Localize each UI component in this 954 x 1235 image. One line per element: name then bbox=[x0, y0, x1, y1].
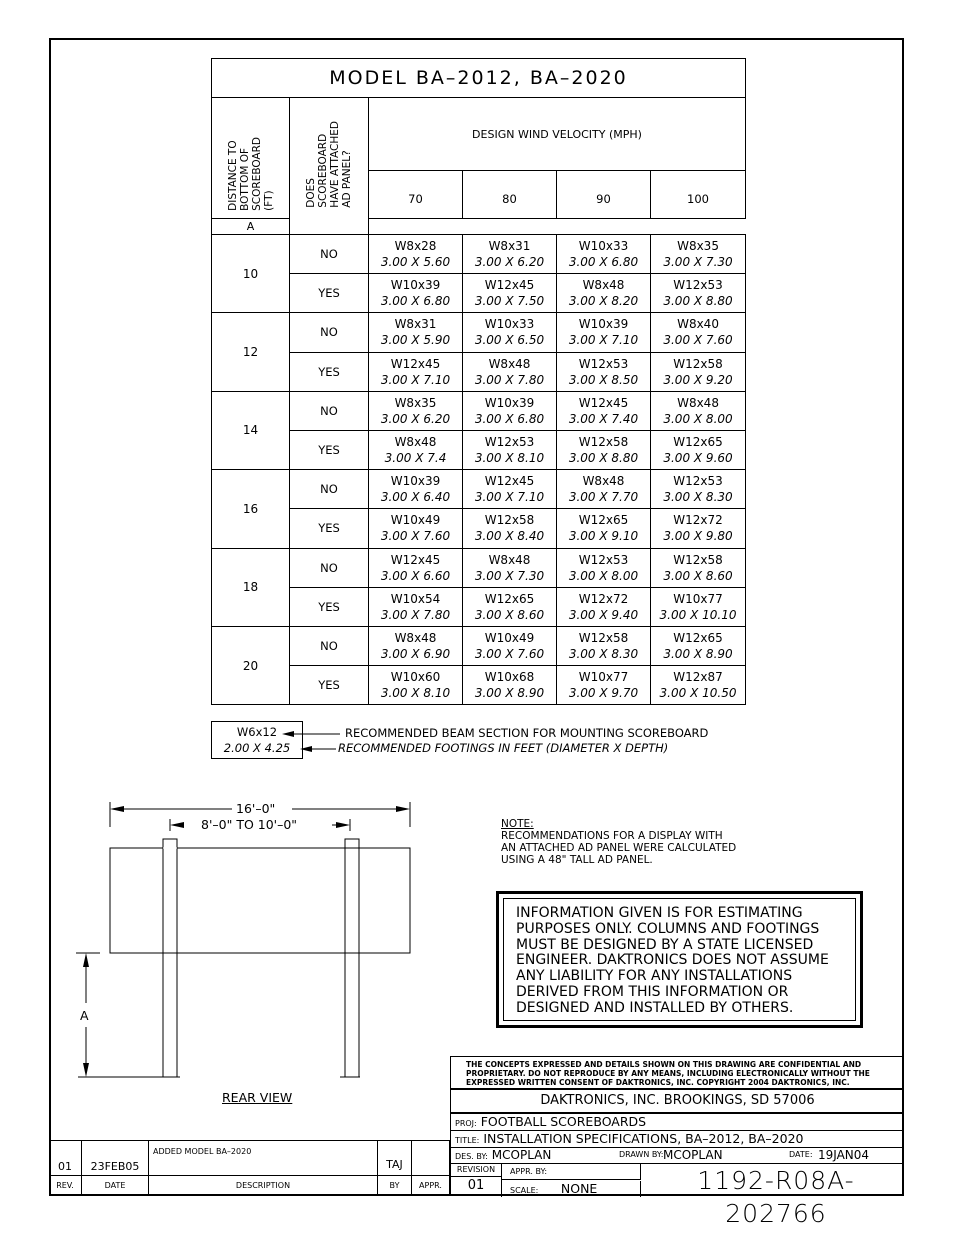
footing-size: 3.00 X 6.80 bbox=[474, 411, 545, 426]
footing-size: 3.00 X 6.60 bbox=[380, 568, 451, 583]
distance-cell: 18 bbox=[212, 548, 290, 626]
rev-header-description: DESCRIPTION bbox=[148, 1175, 378, 1196]
confidential-line: EXPRESSED WRITTEN CONSENT OF DAKTRONICS, INC. COPYRIGHT 2004 DAKTRONICS, INC. bbox=[466, 1078, 850, 1087]
footing-size: 3.00 X 7.60 bbox=[663, 333, 733, 348]
beam-size: W12x45 bbox=[578, 395, 629, 410]
note-lines bbox=[501, 830, 736, 866]
beam-size: W8x28 bbox=[394, 239, 437, 254]
project-label: PROJ: bbox=[455, 1119, 477, 1128]
spec-cell bbox=[651, 274, 746, 313]
note-line: USING A 48" TALL AD PANEL. bbox=[501, 854, 653, 866]
legend-footing-desc: RECOMMENDED FOOTINGS IN FEET (DIAMETER X DEPTH) bbox=[338, 741, 669, 755]
note-heading: NOTE: bbox=[501, 818, 534, 830]
distance-sub-header: A bbox=[212, 219, 290, 235]
spec-cell bbox=[557, 470, 651, 509]
title-block bbox=[450, 1056, 904, 1228]
beam-size: W12x65 bbox=[673, 630, 723, 645]
footing-size: 3.00 X 6.90 bbox=[380, 646, 451, 661]
confidential-line: THE CONCEPTS EXPRESSED AND DETAILS SHOWN ON THIS DRAWING ARE CONFIDENTIAL AND bbox=[466, 1060, 862, 1069]
footing-size: 3.00 X 9.40 bbox=[568, 607, 639, 622]
beam-size: W10x39 bbox=[390, 278, 441, 293]
spec-cell bbox=[463, 626, 557, 665]
spec-cell bbox=[557, 666, 651, 705]
footing-size: 3.00 X 7.60 bbox=[474, 646, 545, 661]
spec-table bbox=[211, 58, 746, 705]
spec-cell bbox=[369, 430, 463, 469]
footing-size: 3.00 X 9.20 bbox=[663, 372, 733, 387]
ad-panel-header-line: DOES bbox=[305, 178, 317, 208]
footing-size: 3.00 X 8.60 bbox=[474, 607, 545, 622]
beam-size: W12x65 bbox=[484, 591, 535, 606]
warning-line: DERIVED FROM THIS INFORMATION OR bbox=[516, 983, 789, 1000]
footing-size: 3.00 X 8.00 bbox=[568, 568, 639, 583]
velocity-header: 90 bbox=[557, 171, 651, 219]
footing-size: 3.00 X 7.30 bbox=[663, 255, 733, 270]
rev-appr bbox=[411, 1140, 450, 1176]
height-label: A bbox=[80, 1008, 89, 1023]
spec-cell bbox=[463, 352, 557, 391]
spec-cell bbox=[557, 509, 651, 548]
spec-cell bbox=[463, 548, 557, 587]
footing-size: 3.00 X 7.70 bbox=[568, 490, 639, 505]
spec-cell bbox=[369, 626, 463, 665]
beam-size: W10x49 bbox=[390, 513, 441, 528]
spec-cell bbox=[651, 391, 746, 430]
footing-size: 3.00 X 5.90 bbox=[380, 333, 451, 348]
note-line: AN ATTACHED AD PANEL WERE CALCULATED bbox=[501, 842, 737, 854]
table-row bbox=[212, 352, 746, 391]
footing-size: 3.00 X 7.30 bbox=[474, 568, 545, 583]
footing-size: 3.00 X 6.80 bbox=[568, 255, 639, 270]
beam-size: W10x33 bbox=[484, 317, 535, 332]
spec-cell bbox=[369, 235, 463, 274]
beam-size: W10x68 bbox=[484, 670, 535, 685]
distance-cell: 10 bbox=[212, 235, 290, 313]
beam-size: W12x45 bbox=[484, 278, 535, 293]
wind-velocity-header: DESIGN WIND VELOCITY (MPH) bbox=[369, 98, 746, 171]
ad-panel-cell: NO bbox=[290, 626, 369, 665]
spec-cell bbox=[557, 626, 651, 665]
warning-line: ANY LIABILITY FOR ANY INSTALLATIONS bbox=[516, 968, 793, 985]
rev-description: ADDED MODEL BA–2020 bbox=[148, 1140, 378, 1176]
ad-panel-cell: YES bbox=[290, 587, 369, 626]
beam-size: W12x58 bbox=[578, 435, 629, 450]
spec-cell bbox=[463, 274, 557, 313]
beam-size: W10x60 bbox=[390, 670, 441, 685]
beam-size: W12x45 bbox=[390, 552, 441, 567]
footing-size: 3.00 X 8.30 bbox=[663, 490, 733, 505]
rev-by: TAJ bbox=[377, 1140, 412, 1176]
spec-cell bbox=[651, 352, 746, 391]
footing-size: 3.00 X 10.10 bbox=[659, 607, 737, 622]
warning-line: INFORMATION GIVEN IS FOR ESTIMATING bbox=[516, 905, 803, 921]
legend-footing: 2.00 X 4.25 bbox=[223, 741, 291, 755]
footing-size: 3.00 X 8.30 bbox=[568, 646, 639, 661]
project-value: FOOTBALL SCOREBOARDS bbox=[480, 1114, 647, 1129]
spec-cell bbox=[557, 274, 651, 313]
revision-value: 01 bbox=[467, 1178, 485, 1193]
warning-line: ENGINEER. DAKTRONICS DOES NOT ASSUME bbox=[516, 952, 829, 969]
beam-size: W12x87 bbox=[673, 670, 723, 685]
distance-header-line: DISTANCE TO bbox=[226, 140, 239, 211]
ad-panel-cell: YES bbox=[290, 430, 369, 469]
rev-header-appr: APPR. bbox=[411, 1175, 450, 1196]
beam-size: W8x48 bbox=[488, 356, 531, 371]
legend-beam: W6x12 bbox=[236, 725, 278, 739]
rev-header-by: BY bbox=[377, 1175, 412, 1196]
confidential-notice bbox=[451, 1057, 904, 1090]
footing-size: 3.00 X 9.80 bbox=[663, 529, 733, 544]
footing-size: 3.00 X 9.60 bbox=[663, 451, 733, 466]
spec-cell bbox=[369, 391, 463, 430]
rear-view-drawing bbox=[70, 795, 430, 1090]
ad-panel-cell: NO bbox=[290, 548, 369, 587]
spec-cell bbox=[369, 274, 463, 313]
beam-size: W12x53 bbox=[673, 474, 723, 489]
spec-cell bbox=[651, 666, 746, 705]
footing-size: 3.00 X 8.00 bbox=[663, 411, 733, 426]
footing-size: 3.00 X 6.20 bbox=[474, 255, 545, 270]
footing-size: 3.00 X 8.10 bbox=[380, 686, 451, 701]
footing-size: 3.00 X 7.60 bbox=[380, 529, 451, 544]
table-row bbox=[212, 391, 746, 430]
spec-cell bbox=[369, 470, 463, 509]
footing-size: 3.00 X 6.50 bbox=[474, 333, 545, 348]
footing-size: 3.00 X 10.50 bbox=[659, 686, 737, 701]
beam-size: W8x35 bbox=[677, 239, 719, 254]
spec-cell bbox=[651, 626, 746, 665]
warning-line: MUST BE DESIGNED BY A STATE LICENSED bbox=[516, 936, 814, 953]
scale-cell bbox=[502, 1181, 641, 1197]
table-row bbox=[212, 274, 746, 313]
approved-by-cell: APPR. BY: bbox=[502, 1164, 641, 1180]
ad-panel-header bbox=[290, 98, 369, 235]
spec-cell bbox=[463, 430, 557, 469]
distance-header-line: BOTTOM OF bbox=[238, 148, 251, 211]
spec-cell bbox=[557, 430, 651, 469]
designer-value: MCOPLAN bbox=[491, 1148, 552, 1162]
distance-cell: 14 bbox=[212, 391, 290, 469]
footing-size: 3.00 X 7.80 bbox=[474, 372, 545, 387]
spec-cell bbox=[651, 430, 746, 469]
beam-size: W10x49 bbox=[484, 630, 535, 645]
spec-cell bbox=[463, 587, 557, 626]
table-row bbox=[212, 430, 746, 469]
spec-cell bbox=[463, 509, 557, 548]
spec-cell bbox=[651, 313, 746, 352]
ad-panel-cell: NO bbox=[290, 235, 369, 274]
ad-panel-cell: YES bbox=[290, 509, 369, 548]
beam-size: W10x77 bbox=[578, 670, 629, 685]
rev-number: 01 bbox=[49, 1140, 82, 1176]
distance-header-label bbox=[227, 137, 275, 211]
spec-cell bbox=[651, 548, 746, 587]
scale-value: NONE bbox=[560, 1181, 598, 1196]
footing-size: 3.00 X 8.50 bbox=[568, 372, 639, 387]
spec-cell bbox=[651, 509, 746, 548]
designer-line bbox=[451, 1148, 904, 1164]
footing-size: 3.00 X 8.10 bbox=[474, 451, 545, 466]
beam-size: W12x53 bbox=[578, 356, 629, 371]
beam-size: W8x35 bbox=[394, 395, 437, 410]
ad-panel-header-line: SCOREBOARD bbox=[317, 133, 329, 208]
beam-size: W12x65 bbox=[578, 513, 629, 528]
spec-cell bbox=[463, 313, 557, 352]
spec-cell bbox=[369, 313, 463, 352]
rev-header-date: DATE bbox=[81, 1175, 149, 1196]
revision-label: REVISION bbox=[451, 1164, 501, 1177]
revision-cell bbox=[451, 1164, 502, 1197]
beam-size: W8x31 bbox=[394, 317, 437, 332]
beam-size: W8x31 bbox=[488, 239, 531, 254]
table-row bbox=[212, 313, 746, 352]
ad-panel-cell: NO bbox=[290, 470, 369, 509]
beam-size: W12x58 bbox=[578, 630, 629, 645]
footing-size: 3.00 X 8.90 bbox=[663, 646, 733, 661]
spec-cell bbox=[463, 391, 557, 430]
confidential-line: PROPRIETARY. DO NOT REPRODUCE BY ANY MEANS, INCLUDING ELECTRONICALLY WITHOUT THE bbox=[466, 1069, 870, 1078]
designer-label: DES. BY: bbox=[455, 1152, 488, 1161]
beam-size: W8x48 bbox=[582, 278, 625, 293]
project-line bbox=[451, 1114, 904, 1131]
spec-cell bbox=[651, 235, 746, 274]
table-row bbox=[212, 509, 746, 548]
spec-cell bbox=[557, 548, 651, 587]
beam-size: W12x58 bbox=[673, 356, 723, 371]
warning-box bbox=[496, 891, 863, 1028]
spec-cell bbox=[557, 313, 651, 352]
beam-size: W8x48 bbox=[677, 395, 719, 410]
note-line: RECOMMENDATIONS FOR A DISPLAY WITH bbox=[501, 830, 723, 842]
table-title: MODEL BA–2012, BA–2020 bbox=[212, 59, 746, 98]
spec-cell bbox=[557, 587, 651, 626]
distance-cell: 12 bbox=[212, 313, 290, 391]
ad-panel-header-label bbox=[305, 121, 353, 208]
beam-size: W10x77 bbox=[673, 591, 723, 606]
ad-panel-header-line: HAVE ATTACHED bbox=[329, 121, 341, 208]
spec-cell bbox=[369, 509, 463, 548]
date-value: 19JAN04 bbox=[818, 1148, 870, 1162]
title-line bbox=[451, 1131, 904, 1148]
ad-panel-cell: YES bbox=[290, 274, 369, 313]
title-value: INSTALLATION SPECIFICATIONS, BA–2012, BA–2020 bbox=[483, 1131, 804, 1146]
post-spacing-label: 8'–0" TO 10'–0" bbox=[201, 817, 298, 832]
beam-size: W8x48 bbox=[394, 630, 437, 645]
rev-date: 23FEB05 bbox=[81, 1140, 149, 1176]
warning-line: PURPOSES ONLY. COLUMNS AND FOOTINGS bbox=[516, 920, 820, 937]
footing-size: 3.00 X 8.80 bbox=[663, 294, 733, 309]
distance-header bbox=[212, 98, 290, 219]
distance-header-line: SCOREBOARD bbox=[250, 137, 263, 211]
ad-panel-cell: YES bbox=[290, 666, 369, 705]
table-row bbox=[212, 470, 746, 509]
date-label: DATE: bbox=[789, 1150, 813, 1159]
velocity-header: 70 bbox=[369, 171, 463, 219]
beam-size: W10x39 bbox=[484, 395, 535, 410]
footing-size: 3.00 X 8.20 bbox=[568, 294, 639, 309]
title-label: TITLE: bbox=[455, 1136, 480, 1145]
spec-cell bbox=[369, 587, 463, 626]
beam-size: W12x65 bbox=[673, 435, 723, 450]
rev-header-rev: REV. bbox=[49, 1175, 82, 1196]
spec-cell bbox=[369, 548, 463, 587]
footing-size: 3.00 X 7.10 bbox=[568, 333, 639, 348]
scale-label: SCALE: bbox=[510, 1186, 539, 1195]
drawn-label: DRAWN BY: bbox=[619, 1150, 664, 1159]
distance-cell: 16 bbox=[212, 470, 290, 548]
table-row bbox=[212, 235, 746, 274]
beam-size: W8x48 bbox=[582, 474, 625, 489]
beam-size: W12x53 bbox=[484, 435, 535, 450]
distance-header-line: (FT) bbox=[262, 190, 275, 211]
spec-cell bbox=[463, 666, 557, 705]
spec-cell bbox=[651, 587, 746, 626]
note-block bbox=[501, 818, 736, 866]
beam-size: W8x48 bbox=[488, 552, 531, 567]
distance-cell: 20 bbox=[212, 626, 290, 704]
ad-panel-cell: NO bbox=[290, 391, 369, 430]
footing-size: 3.00 X 9.10 bbox=[568, 529, 639, 544]
spec-cell bbox=[369, 352, 463, 391]
beam-size: W12x53 bbox=[578, 552, 629, 567]
beam-size: W10x39 bbox=[390, 474, 441, 489]
footing-size: 3.00 X 7.4 bbox=[384, 451, 447, 466]
table-row bbox=[212, 666, 746, 705]
beam-size: W10x39 bbox=[578, 317, 629, 332]
warning-text bbox=[503, 898, 856, 1021]
footing-size: 3.00 X 8.60 bbox=[663, 568, 733, 583]
beam-size: W10x54 bbox=[390, 591, 441, 606]
spec-cell bbox=[651, 470, 746, 509]
footing-size: 3.00 X 6.80 bbox=[380, 294, 451, 309]
footing-size: 3.00 X 7.10 bbox=[474, 490, 545, 505]
footing-size: 3.00 X 9.70 bbox=[568, 686, 639, 701]
beam-size: W12x53 bbox=[673, 278, 723, 293]
footing-size: 3.00 X 8.90 bbox=[474, 686, 545, 701]
beam-size: W12x58 bbox=[673, 552, 723, 567]
spec-cell bbox=[463, 235, 557, 274]
legend-beam-desc: RECOMMENDED BEAM SECTION FOR MOUNTING SCOREBOARD bbox=[345, 726, 709, 740]
beam-size: W12x45 bbox=[390, 356, 441, 371]
velocity-header: 100 bbox=[651, 171, 746, 219]
beam-size: W12x72 bbox=[578, 591, 629, 606]
drawing-number: 1192-R08A-202766 bbox=[697, 1166, 855, 1228]
spec-cell bbox=[557, 352, 651, 391]
spec-cell bbox=[463, 470, 557, 509]
warning-line: DESIGNED AND INSTALLED BY OTHERS. bbox=[516, 999, 794, 1016]
footing-size: 3.00 X 7.80 bbox=[380, 607, 451, 622]
ad-panel-cell: NO bbox=[290, 313, 369, 352]
table-row bbox=[212, 548, 746, 587]
footing-size: 3.00 X 6.40 bbox=[380, 490, 451, 505]
table-row bbox=[212, 587, 746, 626]
footing-size: 3.00 X 5.60 bbox=[380, 255, 451, 270]
footing-size: 3.00 X 6.20 bbox=[380, 411, 451, 426]
view-label: REAR VIEW bbox=[222, 1090, 293, 1105]
spec-cell bbox=[557, 391, 651, 430]
ad-panel-cell: YES bbox=[290, 352, 369, 391]
beam-size: W12x58 bbox=[484, 513, 535, 528]
revision-table bbox=[49, 1140, 450, 1196]
beam-size: W12x45 bbox=[484, 474, 535, 489]
footing-size: 3.00 X 7.10 bbox=[380, 372, 451, 387]
footing-size: 3.00 X 7.40 bbox=[568, 411, 639, 426]
drawn-value: MCOPLAN bbox=[663, 1148, 723, 1162]
footing-size: 3.00 X 8.40 bbox=[474, 529, 545, 544]
table-row bbox=[212, 626, 746, 665]
velocity-header: 80 bbox=[463, 171, 557, 219]
beam-size: W8x40 bbox=[677, 317, 719, 332]
beam-size: W10x33 bbox=[578, 239, 629, 254]
spec-cell bbox=[369, 666, 463, 705]
spec-cell bbox=[557, 235, 651, 274]
company-line: DAKTRONICS, INC. BROOKINGS, SD 57006 bbox=[451, 1092, 904, 1114]
beam-size: W12x72 bbox=[673, 513, 723, 528]
overall-width-label: 16'–0" bbox=[232, 801, 279, 816]
footing-size: 3.00 X 8.80 bbox=[568, 451, 639, 466]
ad-panel-header-line: AD PANEL? bbox=[341, 150, 353, 208]
footing-size: 3.00 X 7.50 bbox=[474, 294, 545, 309]
beam-size: W8x48 bbox=[394, 435, 437, 450]
